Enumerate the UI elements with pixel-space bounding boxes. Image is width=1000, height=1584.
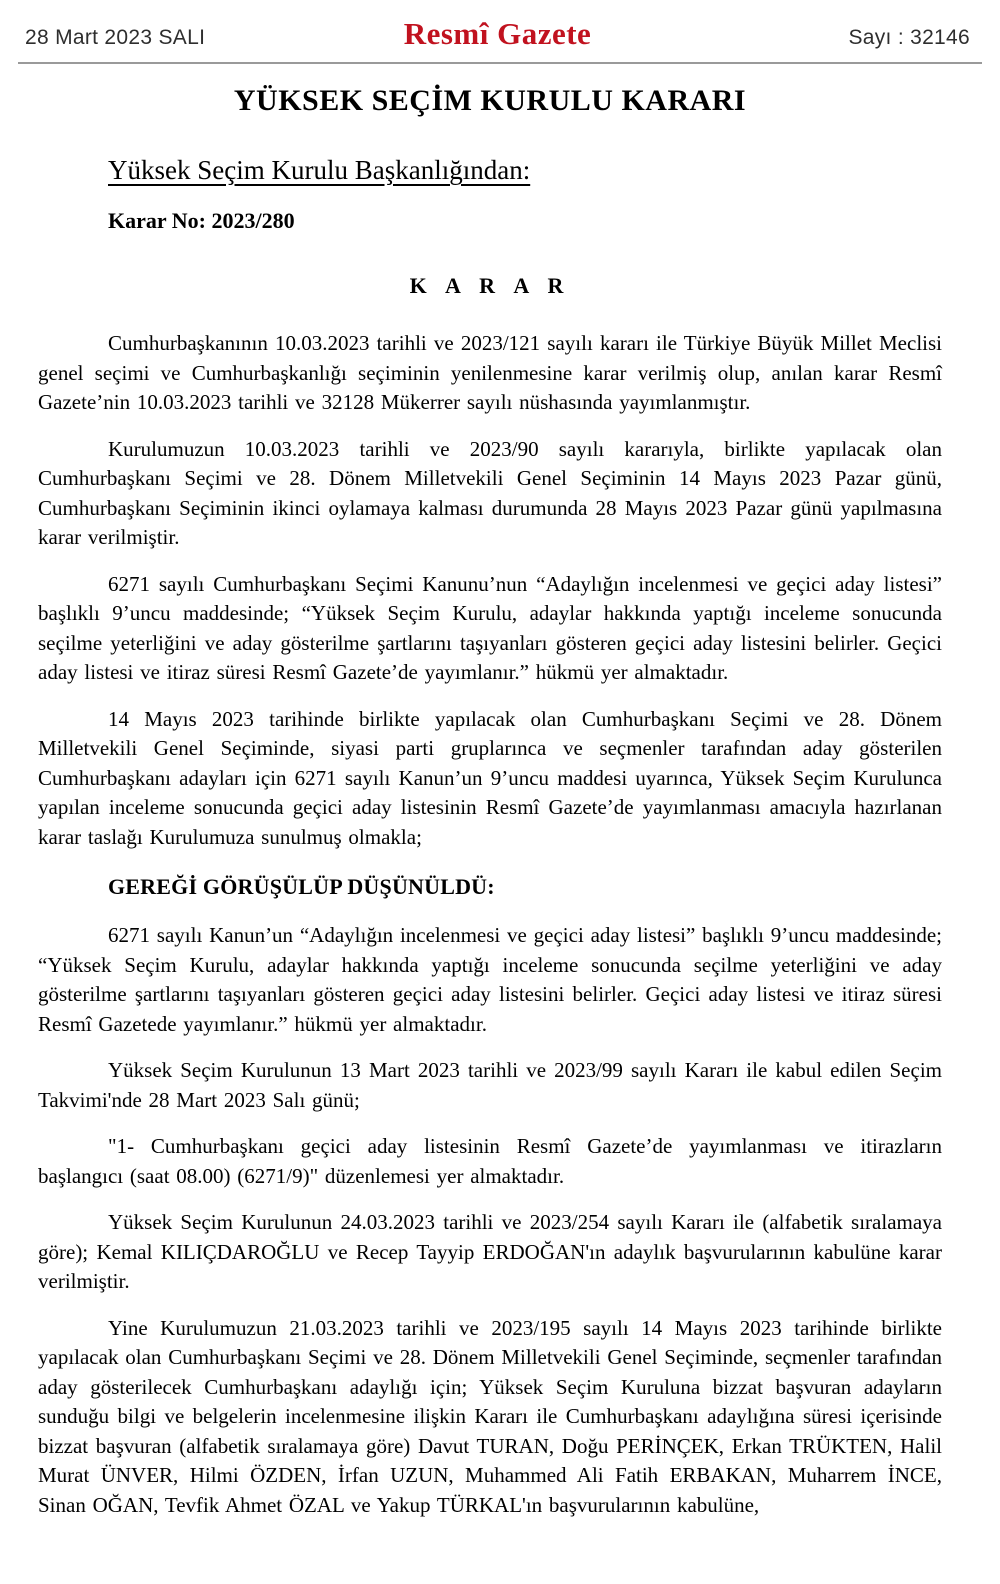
- document-body: [0, 84, 1000, 1520]
- header-date: 28 Mart 2023 SALI: [25, 26, 206, 49]
- authority-heading: Yüksek Seçim Kurulu Başkanlığından:: [108, 155, 531, 185]
- body-paragraph-7: "1- Cumhurbaşkanı geçici aday listesinin Resmî Gazete’de yayımlanması ve itirazların başlangıcı (saat 08.00) (6271/9)" düzenlemesi yer almaktadır.: [38, 1134, 942, 1188]
- body-paragraph-9: Yine Kurulumuzun 21.03.2023 tarihli ve 2023/195 sayılı 14 Mayıs 2023 tarihinde birlikte yapılacak olan Cumhurbaşkanı Seçimi ve 28. Dönem Milletvekili Genel Seçiminde, seçmenler tarafından aday gösterilecek Cumhurbaşkanı adaylığı için; Yüksek Seçim Kuruluna bizzat başvuran adayların sunduğu bilgi ve belgelerin incelenmesine ilişkin Kararı ile Cumhurbaşkanı adaylığına süresi içerisinde bizzat başvuran (alfabetik sıralamaya göre) Davut TURAN, Doğu PERİNÇEK, Erkan TRÜKTEN, Halil Murat ÜNVER, Hilmi ÖZDEN, İrfan UZUN, Muhammed Ali Fatih ERBAKAN, Muharrem İNCE, Sinan OĞAN, Tevfik Ahmet ÖZAL ve Yakup TÜRKAL'ın başvurularının kabulüne,: [38, 1315, 942, 1517]
- body-paragraph-3: 6271 sayılı Cumhurbaşkanı Seçimi Kanunu’nun “Adaylığın incelenmesi ve geçici aday listesi” başlıklı 9’uncu maddesinde; “Yüksek Seçim Kurulu, adaylar hakkında yaptığı inceleme sonucunda seçilme yeterliğini ve aday gösterilme şartlarını taşıyanları gösteren geçici aday listesini belirler. Geçici aday listesi ve itiraz süresi Resmî Gazete’de yayımlanır.” hükmü yer almaktadır.: [38, 571, 942, 684]
- karar-heading: K A R A R: [409, 273, 571, 298]
- header-divider: [18, 62, 982, 64]
- decision-title: YÜKSEK SEÇİM KURULU KARARI: [233, 84, 747, 117]
- gazette-header: [0, 0, 1000, 62]
- body-paragraph-8: Yüksek Seçim Kurulunun 24.03.2023 tarihli ve 2023/254 sayılı Kararı ile (alfabetik sıralamaya göre); Kemal KILIÇDAROĞLU ve Recep Tayyip ERDOĞAN'ın adaylık başvurularının kabulüne karar verilmiştir.: [38, 1210, 942, 1293]
- section-heading: GEREĞİ GÖRÜŞÜLÜP DÜŞÜNÜLDÜ:: [108, 874, 495, 899]
- body-paragraph-6: Yüksek Seçim Kurulunun 13 Mart 2023 tarihli ve 2023/99 sayılı Kararı ile kabul edilen Seçim Takvimi'nde 28 Mart 2023 Salı günü;: [38, 1058, 942, 1112]
- issue-number: Sayı : 32146: [848, 26, 970, 49]
- gazette-masthead: Resmî Gazete: [403, 16, 592, 51]
- body-paragraph-4: 14 Mayıs 2023 tarihinde birlikte yapılacak olan Cumhurbaşkanı Seçimi ve 28. Dönem Milletvekili Genel Seçiminde, siyasi parti gruplarınca ve seçmenler tarafından aday gösterilen Cumhurbaşkanı adayları için 6271 sayılı Kanun’un 9’uncu maddesi uyarınca, Yüksek Seçim Kurulunca yapılan inceleme sonucunda geçici aday listesinin Resmî Gazete’de yayımlanması amacıyla hazırlanan karar taslağı Kurulumuza sunulmuş olmakla;: [38, 706, 942, 849]
- body-paragraph-5: 6271 sayılı Kanun’un “Adaylığın incelenmesi ve geçici aday listesi” başlıklı 9’uncu maddesinde; “Yüksek Seçim Kurulu, adaylar hakkında yaptığı inceleme sonucunda seçilme yeterliğini ve aday gösterilme şartlarını taşıyanları gösteren geçici aday listesini belirler. Geçici aday listesi ve itiraz süresi Resmî Gazetede yayımlanır.” hükmü yer almaktadır.: [38, 923, 942, 1036]
- body-paragraph-1: Cumhurbaşkanının 10.03.2023 tarihli ve 2023/121 sayılı kararı ile Türkiye Büyük Millet Meclisi genel seçimi ve Cumhurbaşkanlığı seçiminin yenilenmesine karar verilmiş olup, anılan karar Resmî Gazete’nin 10.03.2023 tarihli ve 32128 Mükerrer sayılı nüshasında yayımlanmıştır.: [38, 331, 942, 414]
- decision-number: Karar No: 2023/280: [108, 208, 295, 233]
- body-paragraph-2: Kurulumuzun 10.03.2023 tarihli ve 2023/90 sayılı kararıyla, birlikte yapılacak olan Cumhurbaşkanı Seçimi ve 28. Dönem Milletvekili Genel Seçiminin 14 Mayıs 2023 Pazar günü, Cumhurbaşkanı Seçiminin ikinci oylamaya kalması durumunda 28 Mayıs 2023 Pazar günü yapılmasına karar verilmiştir.: [38, 436, 942, 549]
